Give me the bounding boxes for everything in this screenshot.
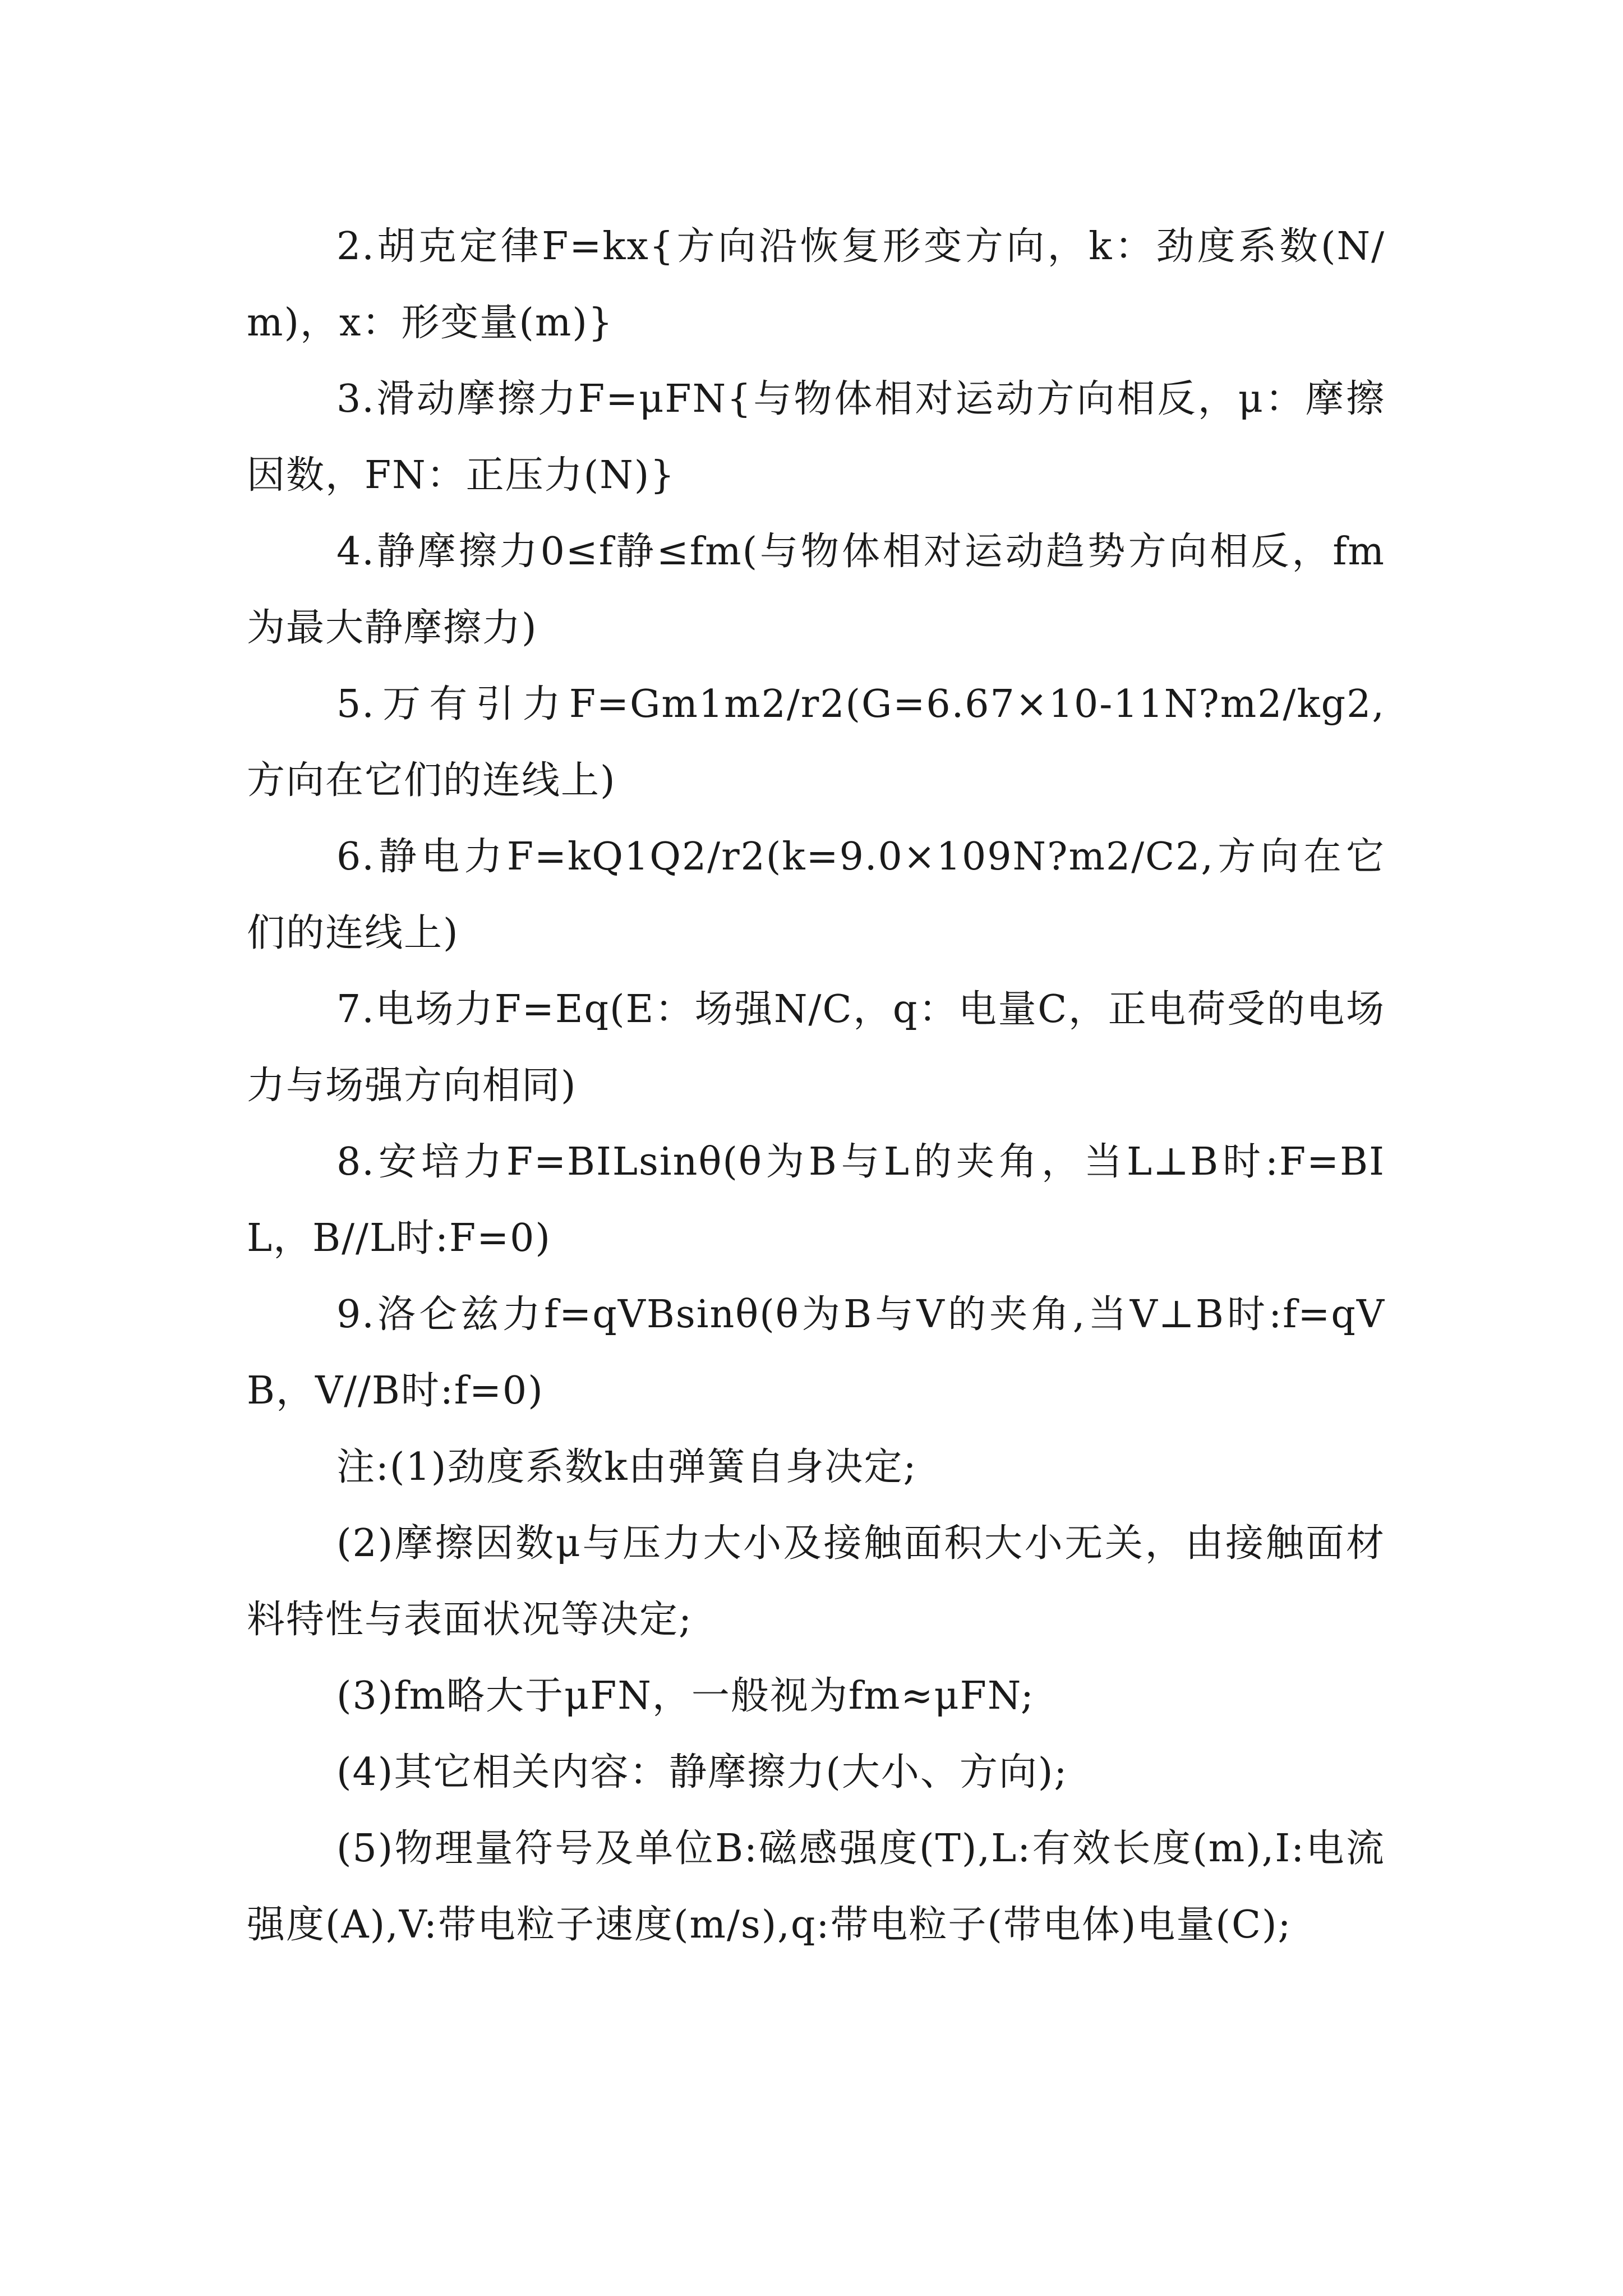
note-5: (5)物理量符号及单位B:磁感强度(T),L:有效长度(m),I:电流强度(A),V:带电粒子速度(m/s),q:带电粒子(带电体)电量(C); xyxy=(247,1826,1385,1947)
paragraph-electric-field-force: 7.电场力F=Eq(E：场强N/C，q：电量C，正电荷受的电场力与场强方向相同) xyxy=(247,987,1385,1108)
paragraph-gravitation: 5.万有引力F=Gm1m2/r2(G=6.67×10-11N?m2/kg2,方向在它们的连线上) xyxy=(247,682,1385,803)
paragraph-ampere-force: 8.安培力F=BILsinθ(θ为B与L的夹角，当L⊥B时:F=BIL，B//L时:F=0) xyxy=(247,1140,1385,1260)
paragraph-static-friction: 4.静摩擦力0≤f静≤fm(与物体相对运动趋势方向相反，fm为最大静摩擦力) xyxy=(247,530,1385,650)
paragraph-sliding-friction: 3.滑动摩擦力F=μFN{与物体相对运动方向相反，μ：摩擦因数，FN：正压力(N)} xyxy=(247,377,1385,498)
paragraph-electrostatic-force: 6.静电力F=kQ1Q2/r2(k=9.0×109N?m2/C2,方向在它们的连线上) xyxy=(247,835,1385,955)
note-4: (4)其它相关内容：静摩擦力(大小、方向); xyxy=(336,1750,1068,1795)
paragraph-hooke-law: 2.胡克定律F=kx{方向沿恢复形变方向，k：劲度系数(N/m)，x：形变量(m)} xyxy=(247,224,1385,345)
note-2: (2)摩擦因数μ与压力大小及接触面积大小无关，由接触面材料特性与表面状况等决定; xyxy=(247,1521,1385,1642)
paragraph-lorentz-force: 9.洛仑兹力f=qVBsinθ(θ为B与V的夹角,当V⊥B时:f=qVB，V//B时:f=0) xyxy=(247,1292,1385,1413)
note-3: (3)fm略大于μFN，一般视为fm≈μFN; xyxy=(336,1674,1035,1718)
document-body xyxy=(247,209,1385,1963)
note-1: 注:(1)劲度系数k由弹簧自身决定; xyxy=(336,1445,917,1489)
